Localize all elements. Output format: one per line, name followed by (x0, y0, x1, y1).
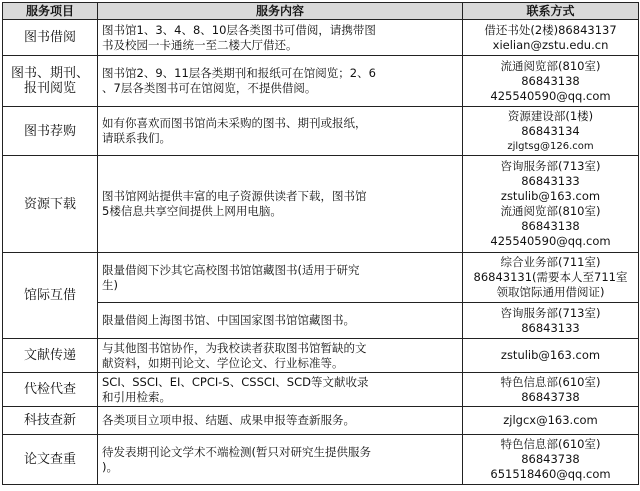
header-service: 服务项目 (3, 3, 98, 20)
service-content: 与其他图书馆协作，为我校读者获取图书馆暂缺的文 献资料，如期刊论文、学位论文、行业标准等。 (98, 339, 463, 373)
table-row (3, 156, 639, 253)
email-link[interactable]: 425540590@qq.com (490, 234, 611, 248)
table-row (3, 253, 639, 303)
service-name: 科技查新 (3, 407, 98, 435)
service-content: SCI、SSCI、EI、CPCI-S、CSSCI、SCD等文献收录 和引用检索。 (98, 373, 463, 407)
email-link[interactable]: zjlgcx@163.com (503, 413, 598, 427)
service-name: 馆际互借 (3, 253, 98, 339)
service-name: 文献传递 (3, 339, 98, 373)
header-content: 服务内容 (98, 3, 463, 20)
service-contact: 特色信息部(610室) 86843738 651518460@qq.com (463, 435, 639, 485)
service-name: 图书、期刊、 报刊阅览 (3, 56, 98, 107)
table-row (3, 20, 639, 56)
service-contact: 综合业务部(711室) 86843131(需要本人至711室 领取馆际通用借阅证) (463, 253, 639, 303)
header-contact: 联系方式 (463, 3, 639, 20)
service-contact (463, 407, 639, 435)
service-table-container (2, 2, 638, 489)
service-content: 待发表期刊论文学术不端检测(暂只对研究生提供服务 )。 (98, 435, 463, 485)
service-contact (463, 339, 639, 373)
service-content: 各类项目立项申报、结题、成果申报等查新服务。 (98, 407, 463, 435)
email-link[interactable]: zstulib@163.com (500, 348, 601, 362)
table-row (3, 107, 639, 156)
service-name: 图书借阅 (3, 20, 98, 56)
email-link[interactable]: xielian@zstu.edu.cn (492, 37, 609, 52)
table-row (3, 435, 639, 485)
email-link[interactable]: zjlgtsg@126.com (507, 140, 594, 152)
service-content: 图书馆网站提供丰富的电子资源供读者下载，图书馆 5楼信息共享空间提供上网用电脑。 (98, 156, 463, 253)
table-row (3, 339, 639, 373)
service-content: 限量借阅下沙其它高校图书馆馆藏图书(适用于研究 生) (98, 253, 463, 303)
table-row (3, 373, 639, 407)
service-content: 图书馆2、9、11层各类期刊和报纸可在馆阅览；2、6 、7层各类图书可在馆阅览，不提供借阅。 (98, 56, 463, 107)
service-name: 图书荐购 (3, 107, 98, 156)
service-name: 论文查重 (3, 435, 98, 485)
email-link[interactable]: zstulib@163.com (500, 189, 601, 203)
table-header-row (3, 3, 639, 20)
library-services-table (2, 2, 639, 485)
service-content: 如有你喜欢而图书馆尚未采购的图书、期刊或报纸， 请联系我们。 (98, 107, 463, 156)
table-row (3, 303, 639, 339)
table-row (3, 407, 639, 435)
service-contact: 资源建设部(1楼) 86843134 zjlgtsg@126.com (463, 107, 639, 156)
email-link[interactable]: 425540590@qq.com (490, 88, 611, 103)
service-contact: 咨询服务部(713室) 86843133 (463, 303, 639, 339)
service-contact: 特色信息部(610室) 86843738 (463, 373, 639, 407)
service-name: 资源下载 (3, 156, 98, 253)
service-name: 代检代查 (3, 373, 98, 407)
service-contact: 借还书处(2楼)86843137 xielian@zstu.edu.cn (463, 20, 639, 56)
service-content: 限量借阅上海图书馆、中国国家图书馆馆藏图书。 (98, 303, 463, 339)
service-content: 图书馆1、3、4、8、10层各类图书可借阅，请携带图 书及校园一卡通统一至二楼大厅借还。 (98, 20, 463, 56)
service-contact: 咨询服务部(713室) 86843133 zstulib@163.com 流通阅览部(810室) 86843138 425540590@qq.com (463, 156, 639, 253)
service-contact: 流通阅览部(810室) 86843138 425540590@qq.com (463, 56, 639, 107)
table-row (3, 56, 639, 107)
email-link[interactable]: 651518460@qq.com (490, 467, 611, 481)
